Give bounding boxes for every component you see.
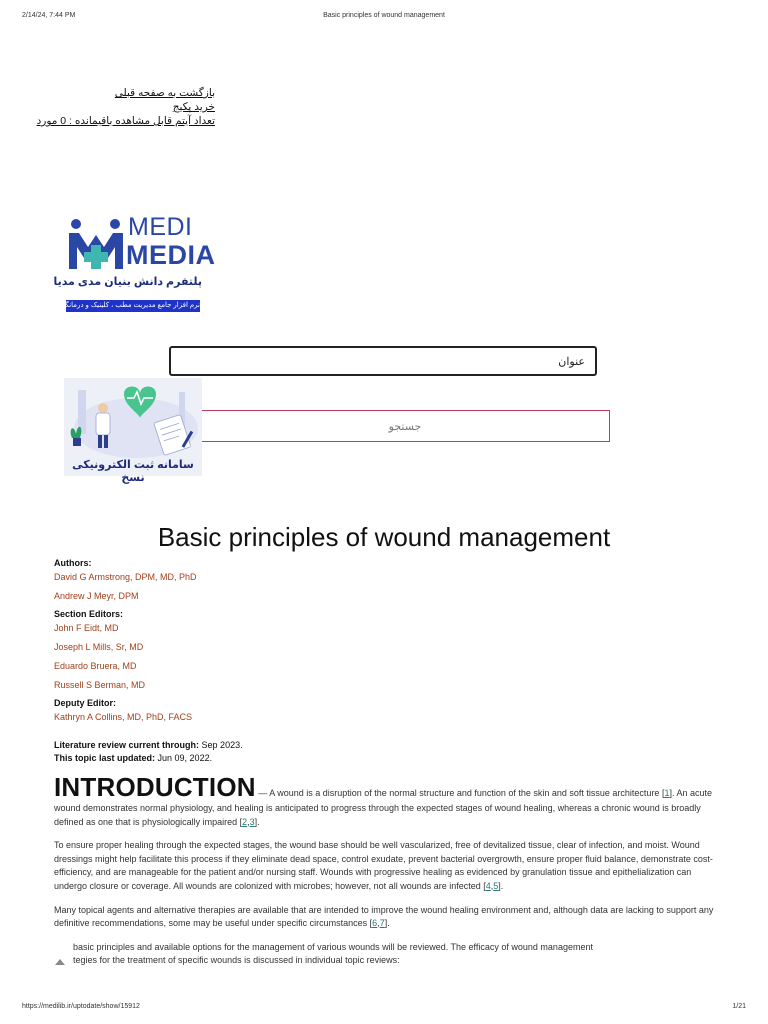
intro-heading: INTRODUCTION (54, 772, 256, 802)
intro-text: — A wound is a disruption of the normal structure and function of the skin and soft tissue architecture [ (255, 788, 665, 798)
prescription-illustration-icon (64, 378, 202, 458)
section-editor-link[interactable]: Joseph L Mills, Sr, MD (54, 642, 144, 652)
article-body (54, 772, 714, 978)
author-link[interactable]: David G Armstrong, DPM, MD, PhD (54, 572, 197, 582)
print-page-title: Basic principles of wound management (323, 12, 445, 19)
search-placeholder: جستجو (388, 420, 422, 433)
print-datetime: 2/14/24, 7:44 PM (22, 12, 76, 19)
title-input[interactable] (169, 346, 597, 376)
remaining-items-link[interactable]: تعداد آیتم قابل مشاهده باقیمانده : 0 مورد (36, 115, 215, 127)
print-header (0, 12, 768, 22)
section-editor-link[interactable]: John F Eidt, MD (54, 623, 119, 633)
intro-text: ]. (254, 816, 260, 827)
buy-package-link[interactable]: خرید پکیج (172, 101, 215, 113)
lit-review-label: Literature review current through: (54, 740, 200, 750)
author-link[interactable]: Andrew J Meyr, DPM (54, 591, 139, 601)
reference-link[interactable]: 1 (664, 788, 670, 798)
logo-strip: نرم افزار جامع مدیریت مطب ، کلینیک و درمانگاه (66, 300, 200, 312)
print-footer (0, 1003, 768, 1013)
logo-medi-text: MEDI (128, 213, 193, 241)
last-updated-value: Jun 09, 2022. (157, 753, 213, 763)
print-page-number: 1/21 (732, 1003, 746, 1010)
section-editors-label: Section Editors: (54, 609, 124, 619)
reference-link[interactable]: 5 (493, 880, 499, 891)
deputy-editor-link[interactable]: Kathryn A Collins, MD, PhD, FACS (54, 712, 193, 722)
section-editor-link[interactable]: Russell S Berman, MD (54, 680, 146, 690)
reference-link[interactable]: 4 (485, 880, 491, 891)
body-text: ]. (498, 880, 504, 891)
logo-media-text: MEDIA (126, 240, 216, 270)
nav-links (25, 86, 215, 128)
lit-review-line (54, 739, 243, 752)
logo-mark-icon (66, 217, 126, 273)
reference-link[interactable]: 2 (242, 816, 248, 827)
scroll-up-button[interactable] (54, 956, 66, 968)
body-paragraph: Many topical agents and alternative therapies are available that are intended to improve the wound healing environment and, although data are lacking to support any definitive recommendations, some may be useful under specific circumstances [6,7]. (54, 904, 714, 929)
banner-caption: سامانه ثبت الکترونیکی نسخ (72, 459, 194, 484)
chevron-up-icon (54, 956, 66, 968)
article-meta (54, 557, 714, 723)
search-box[interactable] (200, 410, 610, 442)
last-updated-label: This topic last updated: (54, 753, 156, 763)
intro-paragraph: INTRODUCTION — A wound is a disruption of the normal structure and function of the skin and soft tissue architecture [1]. An acute wound demonstrates normal physiology, and healing is anticipated to progress through the expected stages of wound healing, whereas a chronic wound is broadly defined as one that is physiologically impaired [2,3]. (54, 772, 712, 827)
body-text: tegies for the treatment of specific wounds is discussed in individual topic reviews: (73, 955, 400, 966)
review-dates (54, 739, 243, 765)
reference-link[interactable]: 6 (372, 918, 378, 929)
body-text: Many topical agents and alternative therapies are available that are intended to improve the wound healing environment and, although data are lacking to support any definitive recommendations, some may be useful under specific circumstances [ (54, 904, 714, 929)
body-paragraph (54, 941, 714, 968)
reference-link[interactable]: 3 (249, 816, 255, 827)
lit-review-value: Sep 2023. (201, 740, 243, 750)
last-updated-line (54, 752, 243, 765)
medimedia-logo[interactable] (53, 213, 216, 313)
body-text: To ensure proper healing through the expected stages, the wound base should be well vascularized, free of devitalized tissue, clear of infection, and moist. Wound dressings might help facilitate this process if they eliminate dead space, control exudate, prevent bacterial overgrowth, ensure proper fluid balance, demonstrate cost-efficiency, and are manageable for the patient and/or nursing staff. Wounds with progressive healing as evidenced by granulation tissue and epithelialization can undergo closure or coverage. All wounds are colonized with microbes; however, not all wounds are infected [ (54, 840, 713, 891)
intro-text: ]. An acute wound demonstrates normal physiology, and healing is anticipated to progress through the expected stages of wound healing, whereas a chronic wound is broadly defined as one that is physiologically impaired [ (54, 788, 712, 827)
authors-label: Authors: (54, 558, 92, 568)
reference-link[interactable]: 7 (379, 918, 385, 929)
document-title: Basic principles of wound management (157, 522, 611, 552)
prescription-banner[interactable] (64, 378, 202, 484)
print-url: https://medilib.ir/uptodate/show/15912 (22, 1003, 140, 1010)
logo-tagline: پلتفرم دانش بنیان مدی مدیا (53, 276, 202, 288)
section-editor-link[interactable]: Eduardo Bruera, MD (54, 661, 137, 671)
deputy-editor-label: Deputy Editor: (54, 698, 116, 708)
body-paragraph: To ensure proper healing through the expected stages, the wound base should be well vascularized, free of devitalized tissue, clear of infection, and moist. Wound dressings might help facilitate this process if they eliminate dead space, control exudate, prevent bacterial overgrowth, ensure proper fluid balance, demonstrate cost-efficiency, and are manageable for the patient and/or nursing staff. Wounds with progressive healing as evidenced by granulation tissue and epithelialization can undergo closure or coverage. All wounds are colonized with microbes; however, not all wounds are infected [4,5]. (54, 840, 713, 891)
body-text: basic principles and available options for the management of various wounds will be reviewed. The efficacy of wound management (73, 941, 593, 952)
body-text: ]. (384, 918, 390, 929)
back-link[interactable]: بازگشت به صفحه قبلی (114, 87, 215, 99)
